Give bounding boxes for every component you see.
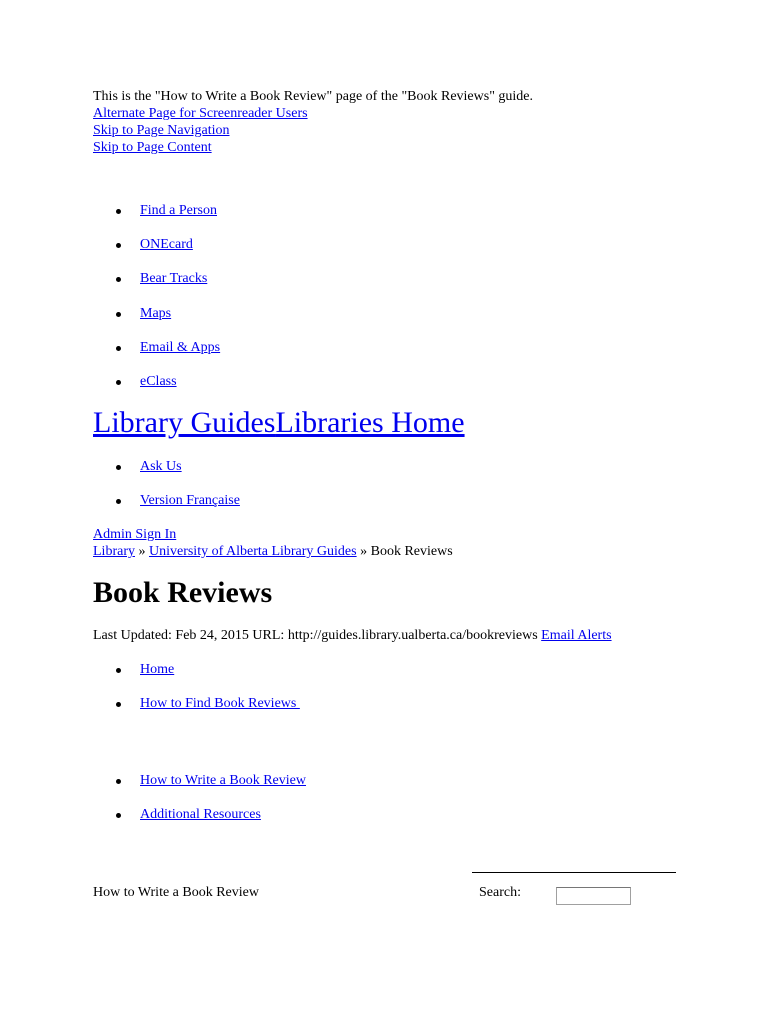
breadcrumb-library-link[interactable]: Library	[93, 544, 135, 559]
maps-link[interactable]: Maps	[140, 306, 172, 321]
search-label: Search:	[479, 885, 521, 900]
content-page-heading: How to Write a Book Review	[93, 885, 259, 900]
libraries-home-link[interactable]: Libraries Home	[275, 406, 465, 439]
admin-sign-in-link[interactable]: Admin Sign In	[93, 527, 177, 542]
search-input[interactable]	[556, 887, 631, 905]
url-label: URL:	[252, 628, 285, 643]
search-divider	[472, 872, 676, 873]
alternate-page-link[interactable]: Alternate Page for Screenreader Users	[93, 106, 308, 121]
skip-to-navigation-link[interactable]: Skip to Page Navigation	[93, 123, 230, 138]
bullet-icon	[116, 668, 121, 673]
bullet-icon	[116, 277, 121, 282]
url-value: http://guides.library.ualberta.ca/bookreviews	[287, 628, 538, 643]
breadcrumb	[93, 543, 453, 560]
tab-additional-resources[interactable]: Additional Resources	[140, 807, 261, 822]
bullet-icon	[116, 380, 121, 385]
bullet-icon	[116, 813, 121, 818]
tab-how-to-find-book-reviews[interactable]: How to Find Book Reviews	[140, 696, 300, 711]
email-alerts-link[interactable]: Email Alerts	[541, 628, 612, 643]
page-title: Book Reviews	[93, 576, 273, 609]
email-apps-link[interactable]: Email & Apps	[140, 340, 221, 355]
library-guides-link[interactable]: Library Guides	[93, 406, 276, 439]
bullet-icon	[116, 209, 121, 214]
bullet-icon	[116, 702, 121, 707]
tab-home[interactable]: Home	[140, 662, 175, 677]
ask-us-link[interactable]: Ask Us	[140, 459, 182, 474]
version-francaise-link[interactable]: Version Française	[140, 493, 240, 508]
onecard-link[interactable]: ONEcard	[140, 237, 193, 252]
tab-how-to-write-a-book-review[interactable]: How to Write a Book Review	[140, 773, 306, 788]
breadcrumb-guides-link[interactable]: University of Alberta Library Guides	[148, 544, 357, 559]
last-updated-value: Feb 24, 2015	[175, 628, 249, 643]
bear-tracks-link[interactable]: Bear Tracks	[140, 271, 208, 286]
find-a-person-link[interactable]: Find a Person	[140, 203, 217, 218]
breadcrumb-separator: »	[138, 544, 146, 559]
bullet-icon	[116, 346, 121, 351]
bullet-icon	[116, 243, 121, 248]
bullet-icon	[116, 312, 121, 317]
bullet-icon	[116, 499, 121, 504]
breadcrumb-separator: »	[360, 544, 368, 559]
intro-text: This is the "How to Write a Book Review" page of the "Book Reviews" guide.	[93, 89, 534, 104]
last-updated-label: Last Updated:	[93, 628, 172, 643]
eclass-link[interactable]: eClass	[140, 374, 177, 389]
breadcrumb-current: Book Reviews	[370, 544, 453, 559]
skip-to-content-link[interactable]: Skip to Page Content	[93, 140, 212, 155]
site-title	[93, 405, 465, 441]
bullet-icon	[116, 465, 121, 470]
guide-meta	[93, 627, 612, 644]
bullet-icon	[116, 779, 121, 784]
